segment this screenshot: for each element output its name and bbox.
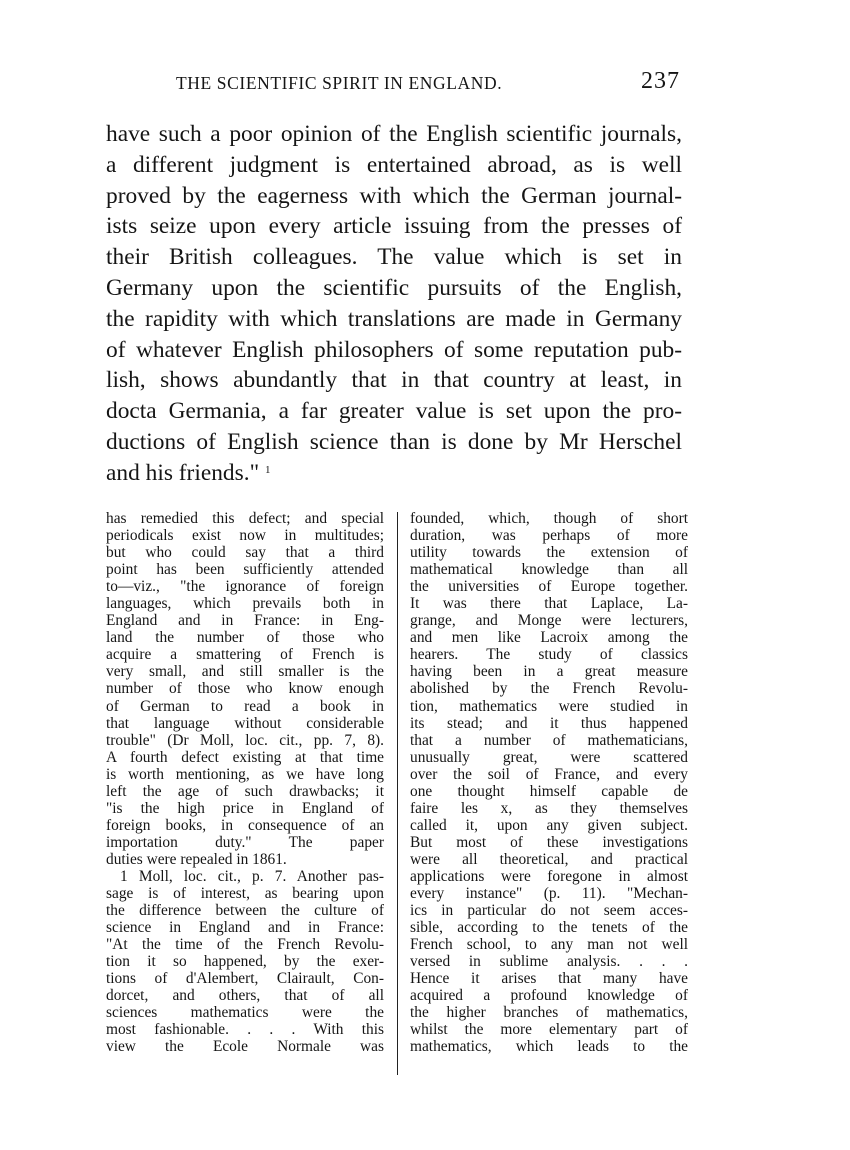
main-text-final: and his friends." <box>106 459 260 486</box>
footnote-line: French school, to any man not well <box>410 936 688 954</box>
footnote-line: ics in particular do not seem acces- <box>410 902 688 920</box>
main-text-line-last <box>106 458 682 489</box>
footnote-line: It was there that Laplace, La- <box>410 595 688 613</box>
footnote-marker: 1 <box>264 463 271 476</box>
footnote-line: tions of d'Alembert, Clairault, Con- <box>106 970 384 988</box>
footnote-line: sciences mathematics were the <box>106 1004 384 1022</box>
main-text-line: have such a poor opinion of the English scientific journals, <box>106 121 682 147</box>
footnote-line: acquired a profound knowledge of <box>410 987 688 1005</box>
footnote-column-right <box>410 510 688 1056</box>
footnote-line: acquire a smattering of French is <box>106 646 384 664</box>
footnote-line: science in England and in France: <box>106 919 384 937</box>
footnote-line: duties were repealed in 1861. <box>106 850 287 868</box>
footnote-line: periodicals exist now in multitudes; <box>106 527 384 545</box>
footnote-line: but who could say that a third <box>106 544 384 562</box>
footnote-line: hearers. The study of classics <box>410 646 688 664</box>
footnote-line: called it, upon any given subject. <box>410 816 688 834</box>
footnote-line: mathematics, which leads to the <box>410 1038 688 1056</box>
main-paragraph <box>106 119 682 489</box>
footnote-line: duration, was perhaps of more <box>410 527 688 545</box>
footnote-1-start: 1 Moll, loc. cit., p. 7. Another pas- <box>120 867 384 885</box>
main-text-line: the rapidity with which translations are made in Germany <box>106 305 682 332</box>
footnote-line: to—viz., "the ignorance of foreign <box>106 578 384 596</box>
footnote-line: the difference between the culture of <box>106 902 384 920</box>
footnote-line: A fourth defect existing at that time <box>106 748 384 766</box>
footnote-line: sage is of interest, as bearing upon <box>106 885 384 903</box>
footnote-line: tion it so happened, by the exer- <box>106 953 384 971</box>
main-text-line: a different judgment is entertained abroad, as is well <box>106 151 682 178</box>
footnote-line: that language without considerable <box>106 714 384 732</box>
main-text-line: their British colleagues. The value which is set in <box>106 244 682 271</box>
main-text-line: Germany upon the scientific pursuits of the English, <box>106 274 682 301</box>
running-header <box>106 70 682 100</box>
footnote-line: land the number of those who <box>106 629 384 647</box>
footnote-line: "At the time of the French Revolu- <box>106 936 384 954</box>
footnote-line: most fashionable. . . . With this <box>106 1021 384 1039</box>
footnote-line: "is the high price in England of <box>106 799 384 817</box>
footnote-line: its stead; and it thus happened <box>410 714 688 732</box>
footnote-line: is worth mentioning, as we have long <box>106 765 384 783</box>
footnote-line: number of those who know enough <box>106 680 384 698</box>
footnote-line: and men like Lacroix among the <box>410 629 688 647</box>
main-text-line: ists seize upon every article issuing from the presses of <box>106 213 682 240</box>
footnote-line: importation duty." The paper <box>106 833 384 851</box>
footnote-line: mathematical knowledge than all <box>410 561 688 579</box>
footnote-line: foreign books, in consequence of an <box>106 816 384 834</box>
footnote-line: point has been sufficiently attended <box>106 561 384 579</box>
footnote-line: England and in France: in Eng- <box>106 612 384 630</box>
footnote-line: But most of these investigations <box>410 833 688 851</box>
footnote-line: view the Ecole Normale was <box>106 1038 384 1056</box>
footnote-line: of German to read a book in <box>106 697 384 715</box>
footnote-line: languages, which prevails both in <box>106 595 384 613</box>
footnote-line: the universities of Europe together. <box>410 578 688 596</box>
footnote-column-left <box>106 510 384 1056</box>
main-text-line: ductions of English science than is done by Mr Herschel <box>106 428 682 455</box>
footnote-line: faire les x, as they themselves <box>410 799 688 817</box>
footnote-line: very small, and still smaller is the <box>106 663 384 681</box>
footnote-line: left the age of such drawbacks; it <box>106 782 384 800</box>
footnote-line: versed in sublime analysis. . . . <box>410 953 688 971</box>
footnote-line: trouble" (Dr Moll, loc. cit., pp. 7, 8). <box>106 731 384 749</box>
footnote-line: unusually great, were scattered <box>410 748 688 766</box>
footnote-line: abolished by the French Revolu- <box>410 680 688 698</box>
footnote-line: utility towards the extension of <box>410 544 688 562</box>
footnote-line: applications were foregone in almost <box>410 867 688 885</box>
main-text-line: lish, shows abundantly that in that country at least, in <box>106 367 682 394</box>
footnote-line: every instance" (p. 11). "Mechan- <box>410 885 688 903</box>
footnote-line: whilst the more elementary part of <box>410 1021 688 1039</box>
main-text-line: proved by the eagerness with which the German journal- <box>106 182 682 209</box>
footnotes <box>106 510 686 1080</box>
footnote-line: over the soil of France, and every <box>410 765 688 783</box>
footnote-line: Hence it arises that many have <box>410 970 688 988</box>
footnote-line: that a number of mathematicians, <box>410 731 688 749</box>
footnote-line: founded, which, though of short <box>410 510 688 527</box>
footnote-line: having been in a great measure <box>410 663 688 681</box>
footnote-line: has remedied this defect; and special <box>106 510 384 527</box>
footnote-line: the higher branches of mathematics, <box>410 1004 688 1022</box>
footnote-line: tion, mathematics were studied in <box>410 697 688 715</box>
footnote-line: one thought himself capable de <box>410 782 688 800</box>
running-title: THE SCIENTIFIC SPIRIT IN ENGLAND. <box>176 73 503 93</box>
footnote-line: grange, and Monge were lecturers, <box>410 612 688 630</box>
main-text-line: docta Germania, a far greater value is set upon the pro- <box>106 398 682 425</box>
footnote-line: sible, according to the tenets of the <box>410 919 688 937</box>
column-divider <box>397 512 398 1075</box>
footnote-line: were all theoretical, and practical <box>410 850 688 868</box>
footnote-line: dorcet, and others, that of all <box>106 987 384 1005</box>
page-number: 237 <box>641 68 680 94</box>
main-text-line: of whatever English philosophers of some reputation pub- <box>106 336 682 363</box>
